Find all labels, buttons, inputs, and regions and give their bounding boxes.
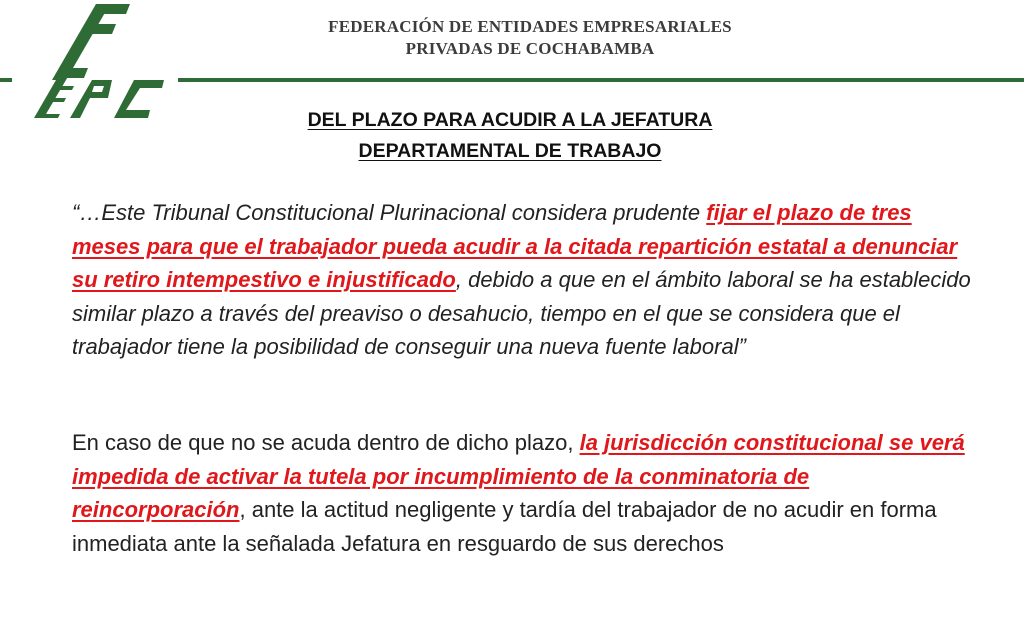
quote-text-end: , debido a que en el ámbito laboral se ha establecido similar plazo a través del preaviso o desahucio, tiempo en el que se considera que el trabajador tiene la posibilidad de conseguir una nueva fuente laboral” [72,267,971,359]
quote-text-start: “…Este Tribunal Constitucional Plurinacional considera prudente [72,200,707,225]
title-line-1: DEL PLAZO PARA ACUDIR A LA JEFATURA [307,109,713,131]
quote-highlight: fijar el plazo de tres meses para que el trabajador pueda acudir a la citada repartición estatal a denunciar su retiro intempestivo e injustificado [72,200,958,292]
conclusion-text-start: En caso de que no se acuda dentro de dicho plazo, [72,430,580,455]
title-line-2: DEPARTAMENTAL DE TRABAJO [358,140,662,162]
organization-name [250,16,810,60]
quote-paragraph [72,196,972,364]
conclusion-paragraph [72,426,972,560]
conclusion-text-end: , ante la actitud negligente y tardía del trabajador de no acudir en forma inmediata ante la señalada Jefatura en resguardo de sus derechos [72,497,937,556]
fepc-logo [30,2,166,120]
org-line-1: FEDERACIÓN DE ENTIDADES EMPRESARIALES [328,17,732,36]
header-rule-right [178,78,1024,82]
conclusion-highlight: la jurisdicción constitucional se verá impedida de activar la tutela por incumplimiento de la conminatoria de reincorporación [72,430,965,522]
slide-title [230,105,790,167]
header-rule-left [0,78,12,82]
org-line-2: PRIVADAS DE COCHABAMBA [405,39,655,58]
